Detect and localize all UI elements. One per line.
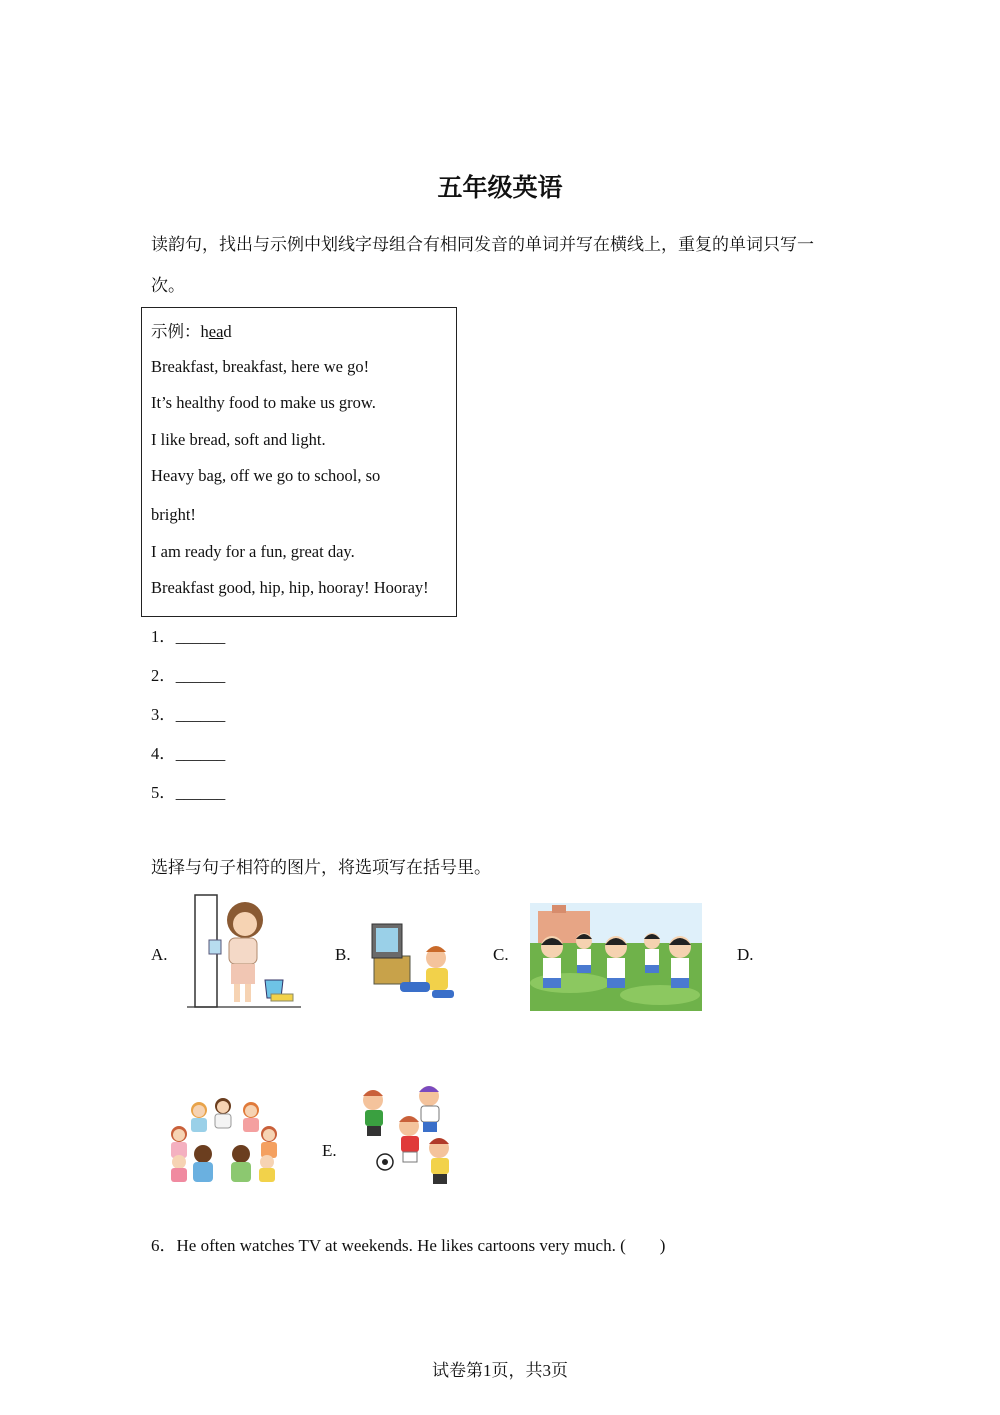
poem-line: I like bread, soft and light. (151, 430, 326, 449)
option-b-label: B. (335, 945, 351, 964)
answer-number: 3． (151, 705, 176, 724)
answer-blank[interactable]: ______ (175, 666, 226, 685)
example-label: 示例： (151, 322, 201, 341)
answer-item-2 (151, 662, 225, 686)
instruction-line-1: 读韵句，找出与示例中划线字母组合有相同发音的单词并写在横线上，重复的单词只写一 (151, 235, 814, 255)
example-word-prefix: h (200, 322, 209, 341)
answer-number: 2． (151, 666, 176, 685)
poem-line: I am ready for a fun, great day. (151, 542, 355, 561)
page-footer: 试卷第1页，共3页 (432, 1361, 568, 1380)
poem-line: Heavy bag, off we go to school, so (151, 466, 381, 485)
girl-cleaning-door-illustration (185, 890, 303, 1012)
option-c-label: C. (493, 945, 509, 964)
example-word-suffix: d (223, 322, 232, 341)
boy-watching-tv-illustration (370, 918, 460, 1010)
section2-instruction: 选择与句子相符的图片，将选项写在括号里。 (151, 858, 491, 878)
answer-blank[interactable]: ______ (175, 627, 226, 646)
answer-item-4 (151, 740, 225, 764)
question-6: 6．He often watches TV at weekends. He likes cartoons very much. ( ) (151, 1236, 666, 1255)
answer-blank[interactable]: ______ (175, 744, 226, 763)
answer-item-3 (151, 701, 225, 725)
boys-playing-football-illustration (355, 1084, 463, 1198)
children-sitting-circle-illustration (165, 1096, 283, 1192)
poem-line: bright! (151, 505, 196, 524)
option-d-label: D. (737, 945, 754, 964)
option-e-label: E. (322, 1141, 337, 1160)
option-a-label: A. (151, 945, 168, 964)
poem-line: Breakfast good, hip, hip, hooray! Hooray! (151, 578, 429, 597)
answer-item-5 (151, 779, 225, 803)
page-title: 五年级英语 (437, 173, 563, 202)
instruction-line-2: 次。 (151, 276, 185, 296)
answer-number: 1． (151, 627, 176, 646)
answer-item-1 (151, 623, 225, 647)
poem-line: It’s healthy food to make us grow. (151, 393, 376, 412)
answer-number: 4． (151, 744, 176, 763)
answer-blank[interactable]: ______ (175, 783, 226, 802)
students-exercising-illustration (530, 903, 702, 1011)
answer-number: 5． (151, 783, 176, 802)
example-word-underlined: ea (208, 322, 224, 341)
poem-box (141, 307, 457, 617)
example-line (151, 318, 232, 342)
poem-line: Breakfast, breakfast, here we go! (151, 357, 370, 376)
answer-blank[interactable]: ______ (175, 705, 226, 724)
